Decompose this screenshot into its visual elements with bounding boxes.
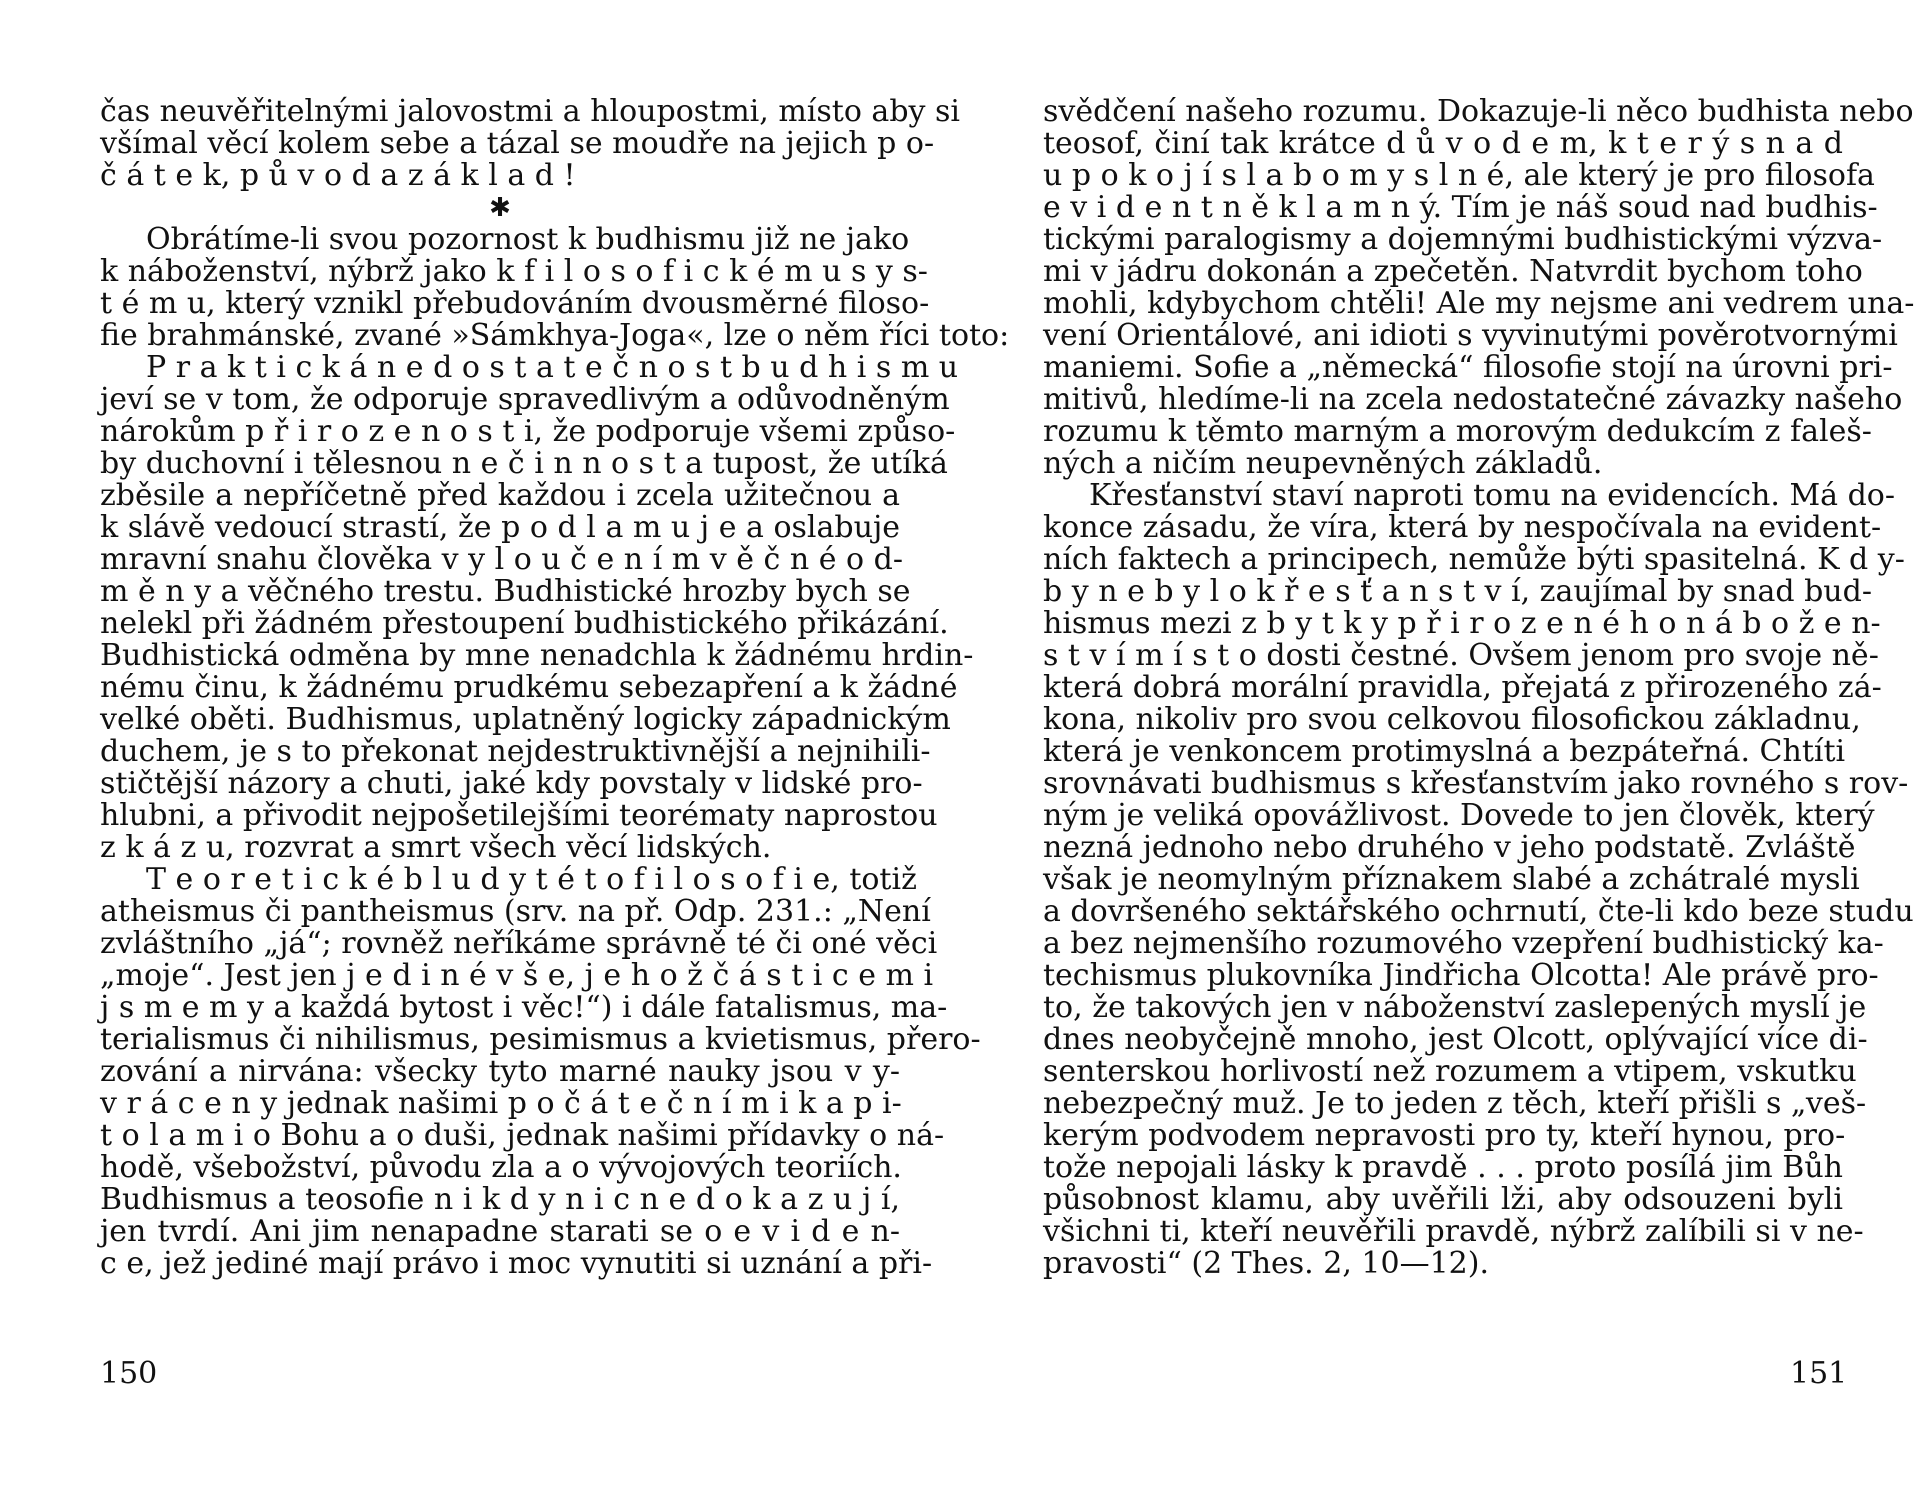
text-line: tože nepojali lásky k pravdě . . . proto posílá jim Bůh xyxy=(1043,1150,1843,1185)
text-line: všichni ti, kteří neuvěřili pravdě, nýbrž zalíbili si v ne- xyxy=(1043,1214,1864,1249)
text-line: atheismus či pantheismus (srv. na př. Odp. 231.: „Není xyxy=(100,894,931,929)
text-line: hodě, všebožství, původu zla a o vývojových teoriích. xyxy=(100,1150,902,1185)
text-line: t o l a m i o Bohu a o duši, jednak našimi přídavky o ná- xyxy=(100,1118,945,1153)
page-number-right: 151 xyxy=(1790,1356,1848,1391)
text-line: konce zásadu, že víra, která by nespočívala na evident- xyxy=(1043,510,1882,545)
text-line: u p o k o j í s l a b o m y s l n é, ale který je pro filosofa xyxy=(1043,158,1875,193)
text-line: zování a nirvána: všecky tyto marné nauky jsou v y- xyxy=(100,1054,900,1089)
text-line: však je neomylným příznakem slabé a zchátralé mysli xyxy=(1043,862,1860,897)
text-line: k slávě vedoucí strastí, že p o d l a m u j e a oslabuje xyxy=(100,510,900,545)
text-line: duchem, je s to překonat nejdestruktivnější a nejnihili- xyxy=(100,734,931,769)
text-line: c e, jež jediné mají právo i moc vynutiti si uznání a při- xyxy=(100,1246,933,1281)
text-line: Budhismus a teosofie n i k d y n i c n e d o k a z u j í, xyxy=(100,1182,900,1217)
text-line: velké oběti. Budhismus, uplatněný logicky západnickým xyxy=(100,702,951,737)
text-line: z k á z u, rozvrat a smrt všech věcí lidských. xyxy=(100,830,772,865)
text-line: nezná jednoho nebo druhého v jeho podstatě. Zvláště xyxy=(1043,830,1856,865)
text-line: k náboženství, nýbrž jako k f i l o s o f i c k é m u s y s- xyxy=(100,254,928,289)
text-line: zběsile a nepříčetně před každou i zcela užitečnou a xyxy=(100,478,900,513)
left-page xyxy=(100,94,1010,1281)
text-line: Obrátíme-li svou pozornost k budhismu již ne jako xyxy=(146,222,910,257)
text-line: rozumu k těmto marným a morovým dedukcím z faleš- xyxy=(1043,414,1872,449)
text-line: srovnávati budhismus s křesťanstvím jako rovného s rov- xyxy=(1043,766,1909,801)
text-line: jeví se v tom, že odporuje spravedlivým a odůvodněným xyxy=(100,382,950,417)
text-line: teosof, činí tak krátce d ů v o d e m, k t e r ý s n a d xyxy=(1043,126,1843,161)
text-line: hlubni, a přivodit nejpošetilejšími teorématy naprostou xyxy=(100,798,938,833)
text-line: s t v í m í s t o dosti čestné. Ovšem jenom pro svoje ně- xyxy=(1043,638,1879,673)
text-line: to, že takových jen v náboženství zaslepených myslí je xyxy=(1043,990,1867,1025)
text-line: která dobrá morální pravidla, přejatá z přirozeného zá- xyxy=(1043,670,1882,705)
text-line: ních faktech a principech, nemůže býti spasitelná. K d y- xyxy=(1043,542,1905,577)
text-line: která je venkoncem protimyslná a bezpáteřná. Chtíti xyxy=(1043,734,1846,769)
text-line: zvláštního „já“; rovněž neříkáme správně té či oné věci xyxy=(100,926,938,961)
text-line: by duchovní i tělesnou n e č i n n o s t a tupost, že utíká xyxy=(100,446,948,481)
text-line: všímal věcí kolem sebe a tázal se moudře na jejich p o- xyxy=(100,126,935,161)
text-line: T e o r e t i c k é b l u d y t é t o f i l o s o f i e, totiž xyxy=(146,862,917,897)
text-line: nelekl při žádném přestoupení budhistického přikázání. xyxy=(100,606,949,641)
text-line: e v i d e n t n ě k l a m n ý. Tím je náš soud nad budhis- xyxy=(1043,190,1878,225)
section-separator: ✱ xyxy=(489,193,511,223)
text-line: nebezpečný muž. Je to jeden z těch, kteří přišli s „veš- xyxy=(1043,1086,1867,1121)
text-line: mi v jádru dokonán a zpečetěn. Natvrdit bychom toho xyxy=(1043,254,1863,289)
text-line: č á t e k, p ů v o d a z á k l a d ! xyxy=(100,158,576,193)
text-line: nárokům p ř i r o z e n o s t i, že podporuje všemi způso- xyxy=(100,414,956,449)
right-page xyxy=(1043,94,1915,1281)
text-line: a dovršeného sektářského ochrnutí, čte-li kdo beze studu xyxy=(1043,894,1914,929)
text-line: ných a ničím neupevněných základů. xyxy=(1043,446,1603,481)
text-line: v r á c e n y jednak našimi p o č á t e č n í m i k a p i- xyxy=(100,1086,902,1121)
text-line: mohli, kdybychom chtěli! Ale my nejsme ani vedrem una- xyxy=(1043,286,1915,321)
text-line: techismus plukovníka Jindřicha Olcotta! Ale právě pro- xyxy=(1043,958,1879,993)
text-line: hismus mezi z b y t k y p ř i r o z e n é h o n á b o ž e n- xyxy=(1043,606,1881,641)
text-line: kona, nikoliv pro svou celkovou filosofickou základnu, xyxy=(1043,702,1861,737)
text-line: senterskou horlivostí než rozumem a vtipem, vskutku xyxy=(1043,1054,1857,1089)
text-line: Budhistická odměna by mne nenadchla k žádnému hrdin- xyxy=(100,638,974,673)
text-line: nému činu, k žádnému prudkému sebezapření a k žádné xyxy=(100,670,958,705)
text-line: mitivů, hledíme-li na zcela nedostatečné závazky našeho xyxy=(1043,382,1903,417)
text-line: m ě n y a věčného trestu. Budhistické hrozby bych se xyxy=(100,574,911,609)
text-line: působnost klamu, aby uvěřili lži, aby odsouzeni byli xyxy=(1043,1182,1843,1217)
text-line: kerým podvodem nepravosti pro ty, kteří hynou, pro- xyxy=(1043,1118,1846,1153)
text-line: dnes neobyčejně mnoho, jest Olcott, oplývající více di- xyxy=(1043,1022,1868,1057)
text-line: ným je veliká opovážlivost. Dovede to jen člověk, který xyxy=(1043,798,1875,833)
text-line: j s m e m y a každá bytost i věc!“) i dále fatalismus, ma- xyxy=(100,990,948,1025)
text-line: stičtější názory a chuti, jaké kdy povstaly v lidské pro- xyxy=(100,766,923,801)
text-line: Křesťanství staví naproti tomu na evidencích. Má do- xyxy=(1089,478,1895,513)
text-line: mravní snahu člověka v y l o u č e n í m v ě č n é o d- xyxy=(100,542,903,577)
page-number-left: 150 xyxy=(100,1356,158,1391)
text-line: t é m u, který vznikl přebudováním dvousměrné filoso- xyxy=(100,286,930,321)
text-line: vení Orientálové, ani idioti s vyvinutými pověrotvornými xyxy=(1043,318,1898,353)
text-line: čas neuvěřitelnými jalovostmi a hloupostmi, místo aby si xyxy=(100,94,960,129)
text-line: a bez nejmenšího rozumového vzepření budhistický ka- xyxy=(1043,926,1884,961)
text-line: terialismus či nihilismus, pesimismus a kvietismus, přero- xyxy=(100,1022,981,1057)
text-line: maniemi. Sofie a „německá“ filosofie stojí na úrovni pri- xyxy=(1043,350,1893,385)
text-line: P r a k t i c k á n e d o s t a t e č n o s t b u d h i s m u xyxy=(146,350,959,385)
text-line: pravosti“ (2 Thes. 2, 10—12). xyxy=(1043,1246,1489,1281)
text-line: fie brahmánské, zvané »Sámkhya-Joga«, lze o něm říci toto: xyxy=(100,318,1010,353)
text-line: b y n e b y l o k ř e s ť a n s t v í, zaujímal by snad bud- xyxy=(1043,574,1872,609)
text-line: „moje“. Jest jen j e d i n é v š e, j e h o ž č á s t i c e m i xyxy=(100,958,934,993)
text-line: svědčení našeho rozumu. Dokazuje-li něco budhista nebo xyxy=(1043,94,1914,129)
text-line: jen tvrdí. Ani jim nenapadne starati se o e v i d e n- xyxy=(100,1214,900,1249)
text-line: tickými paralogismy a dojemnými budhistickými výzva- xyxy=(1043,222,1883,257)
